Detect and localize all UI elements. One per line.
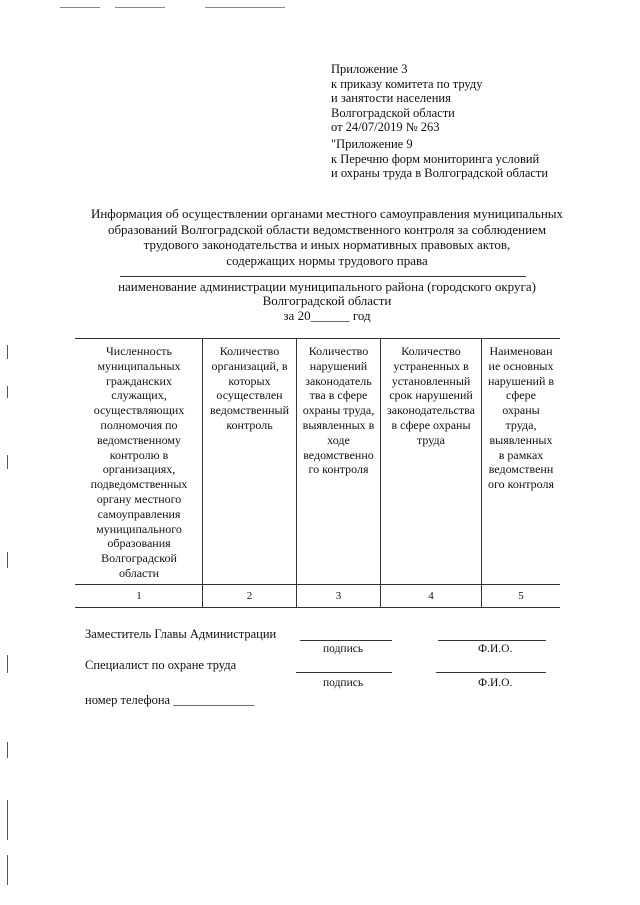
scan-mark bbox=[115, 7, 165, 8]
appendix-block bbox=[331, 62, 483, 135]
header-line: ведомственному bbox=[97, 432, 181, 447]
header-line: образования bbox=[107, 536, 171, 551]
header-line: ведомственн bbox=[488, 462, 554, 477]
table-header-bottom bbox=[75, 584, 560, 585]
column-number: 2 bbox=[246, 590, 253, 602]
header-line: ого контроля bbox=[487, 477, 554, 492]
header-line: тва в сфере bbox=[309, 388, 368, 403]
scan-mark bbox=[7, 655, 8, 673]
table-bottom-border bbox=[75, 607, 560, 608]
header-line: органу местного bbox=[96, 491, 182, 506]
header-line: области bbox=[118, 565, 160, 580]
appendix-quote-line: к Перечню форм мониторинга условий bbox=[331, 151, 540, 166]
header-line: охраны bbox=[502, 403, 540, 418]
header-line: самоуправления bbox=[97, 506, 181, 521]
table-header-cell bbox=[297, 344, 380, 477]
phone-field[interactable]: номер телефона _____________ bbox=[85, 693, 255, 707]
header-line: осуществлен bbox=[216, 388, 283, 403]
header-line: труда bbox=[417, 432, 445, 447]
header-line: осуществляющих bbox=[93, 403, 185, 418]
scan-mark bbox=[7, 386, 8, 398]
header-line: нарушений в bbox=[487, 373, 555, 388]
header-line: ведомственно bbox=[303, 447, 374, 462]
header-line: контроль bbox=[226, 417, 273, 432]
header-line: нарушений bbox=[309, 358, 368, 373]
title-line: трудового законодательства и иных нормативных правовых актов, bbox=[143, 237, 511, 252]
header-line: Количество bbox=[401, 344, 461, 358]
header-line: выявленных в bbox=[302, 417, 375, 432]
deputy-name-caption: Ф.И.О. bbox=[478, 643, 513, 655]
header-line: Численность bbox=[105, 344, 173, 358]
header-line: го контроля bbox=[308, 462, 369, 477]
specialist-signature-line[interactable] bbox=[296, 672, 392, 673]
column-number: 1 bbox=[136, 590, 142, 602]
appendix-quote-line: "Приложение 9 bbox=[331, 137, 413, 151]
header-line: Волгоградской bbox=[101, 551, 177, 566]
table-top-border bbox=[75, 338, 560, 339]
appendix-line: Приложение 3 bbox=[331, 62, 408, 76]
appendix-line: и занятости населения bbox=[331, 91, 451, 105]
header-line: которых bbox=[228, 373, 271, 388]
column-number: 3 bbox=[335, 590, 342, 602]
scan-mark bbox=[7, 855, 8, 885]
title-line: образований Волгоградской области ведомственного контроля за соблюдением bbox=[107, 221, 547, 237]
scan-mark bbox=[60, 7, 100, 8]
appendix-quote-line: и охраны труда в Волгоградской области bbox=[331, 166, 549, 180]
table-header-cell bbox=[203, 344, 296, 433]
title-line: содержащих нормы трудового права bbox=[226, 252, 428, 268]
header-line: в сфере охраны bbox=[391, 417, 471, 432]
header-line: организациях, bbox=[102, 462, 176, 477]
header-line: организаций, в bbox=[211, 358, 288, 373]
header-line: в рамках bbox=[498, 447, 544, 462]
table-header-cell bbox=[482, 344, 560, 492]
appendix-line: от 24/07/2019 № 263 bbox=[331, 120, 440, 134]
scan-mark bbox=[7, 345, 8, 359]
header-line: сфере bbox=[506, 388, 536, 403]
header-line: ие основных bbox=[488, 358, 554, 373]
appendix-quote-block bbox=[331, 137, 548, 181]
header-line: муниципальных bbox=[97, 358, 181, 373]
table-header-cell bbox=[76, 344, 202, 581]
specialist-sign-caption: подпись bbox=[323, 677, 364, 689]
specialist-name-caption: Ф.И.О. bbox=[478, 677, 513, 689]
admin-period: за 20______ год bbox=[283, 308, 371, 323]
header-line: выявленных bbox=[489, 432, 553, 447]
header-line: срок нарушений bbox=[389, 388, 473, 403]
header-line: Количество bbox=[308, 344, 369, 358]
appendix-line: Волгоградской области bbox=[331, 105, 455, 120]
table-header-cell bbox=[381, 344, 481, 448]
header-line: труда, bbox=[505, 417, 537, 432]
admin-name-line[interactable] bbox=[120, 276, 526, 277]
document-title bbox=[40, 206, 614, 268]
header-line: охраны труда, bbox=[302, 403, 375, 418]
header-line: гражданских bbox=[106, 373, 172, 388]
header-line: законодатель bbox=[305, 373, 372, 388]
specialist-name-line[interactable] bbox=[436, 672, 546, 673]
header-line: ходе bbox=[327, 432, 350, 447]
scan-mark bbox=[7, 742, 8, 758]
header-line: полномочия по bbox=[100, 417, 178, 432]
column-number: 4 bbox=[428, 590, 434, 602]
header-line: Наименован bbox=[489, 344, 553, 358]
appendix-line: к приказу комитета по труду bbox=[331, 76, 483, 91]
deputy-label: Заместитель Главы Администрации bbox=[85, 627, 277, 641]
header-line: ведомственный bbox=[209, 403, 290, 418]
scan-mark bbox=[205, 7, 285, 8]
admin-caption: наименование администрации муниципального района (городского округа) bbox=[118, 279, 536, 294]
scan-mark bbox=[7, 800, 8, 840]
header-line: контролю в bbox=[109, 447, 169, 462]
deputy-name-line[interactable] bbox=[438, 640, 546, 641]
scan-mark bbox=[7, 455, 8, 469]
specialist-label: Специалист по охране труда bbox=[85, 658, 237, 672]
header-line: устраненных в bbox=[393, 358, 469, 373]
header-line: муниципального bbox=[96, 521, 182, 536]
header-line: Количество bbox=[219, 344, 280, 358]
header-line: подведомственных bbox=[90, 477, 188, 492]
deputy-sign-caption: подпись bbox=[323, 643, 364, 655]
scan-mark bbox=[7, 552, 8, 568]
deputy-signature-line[interactable] bbox=[300, 640, 392, 641]
header-line: служащих, bbox=[111, 388, 167, 403]
header-line: законодательства bbox=[387, 403, 475, 418]
header-line: установленный bbox=[391, 373, 471, 388]
title-line: Информация об осуществлении органами местного самоуправления муниципальных bbox=[90, 206, 564, 221]
column-number: 5 bbox=[518, 590, 524, 602]
admin-region: Волгоградской области bbox=[262, 293, 392, 308]
